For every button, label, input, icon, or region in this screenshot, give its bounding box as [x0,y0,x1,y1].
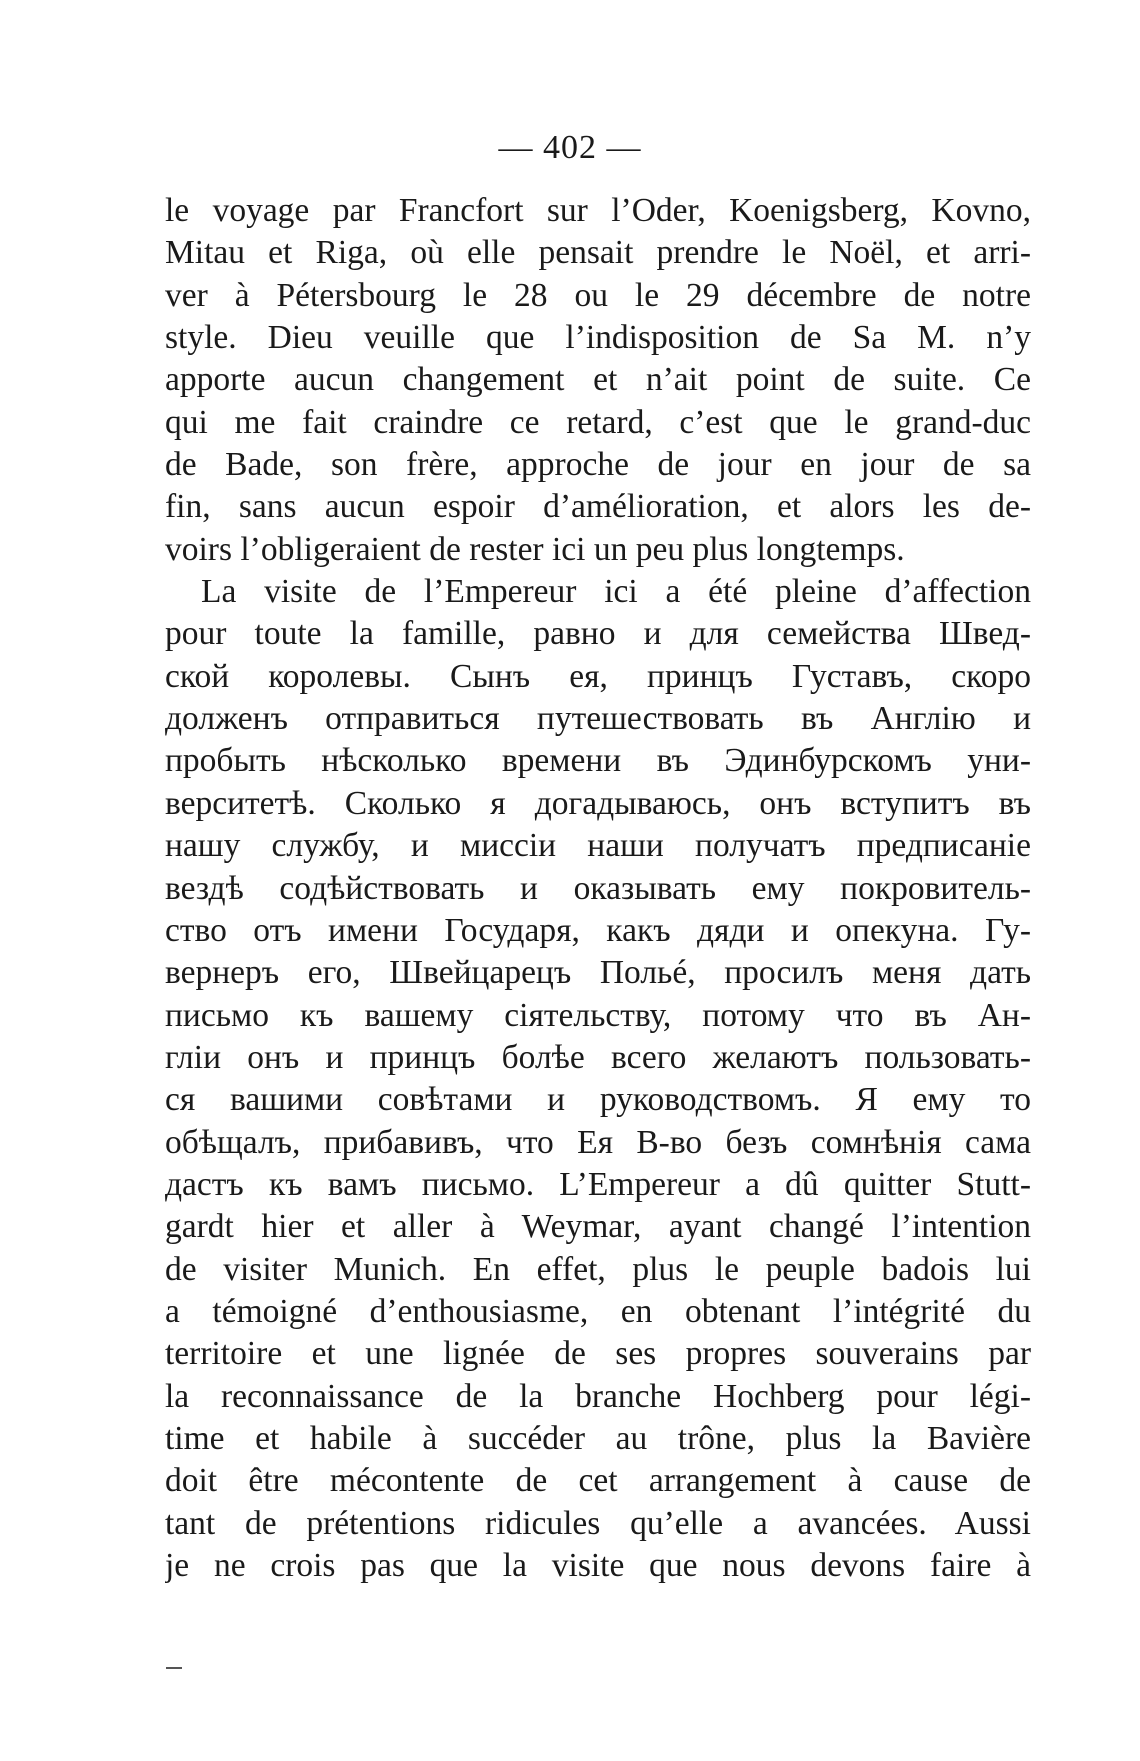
text-line: нашу службу, и миссіи наши получатъ предписаніе [165,827,1031,865]
text-line: дастъ къ вамъ письмо. L’Empereur a dû quitter Stutt- [165,1165,1031,1203]
text-line: gardt hier et aller à Weymar, ayant changé l’intention [165,1208,1031,1246]
paragraph-start-line: La visite de l’Empereur ici a été pleine d’affection [201,573,1031,611]
text-line: la reconnaissance de la branche Hochberg pour légi- [165,1377,1031,1415]
body-text [165,190,1031,1587]
text-line: ской королевы. Сынъ ея, принцъ Густавъ, скоро [165,657,1031,695]
text-line: гліи онъ и принцъ болѣе всего желаютъ пользовать- [165,1038,1031,1076]
text-line: Mitau et Riga, où elle pensait prendre le Noël, et arri- [165,234,1031,272]
text-line: time et habile à succéder au trône, plus la Bavière [165,1419,1031,1457]
text-line: вернеръ его, Швейцарецъ Польé, просилъ меня дать [165,954,1031,992]
text-line: doit être mécontente de cet arrangement à cause de [165,1462,1031,1500]
text-line: ver à Pétersbourg le 28 ou le 29 décembre de notre [165,276,1031,314]
text-line: de Bade, son frère, approche de jour en jour de sa [165,446,1031,484]
text-line: вездѣ содѣйствовать и оказывать ему покровитель- [165,869,1031,907]
text-line: пробыть нѣсколько времени въ Эдинбурскомъ уни- [165,742,1031,780]
text-line: a témoigné d’enthousiasme, en obtenant l’intégrité du [165,1292,1031,1330]
footer-dash-mark [166,1667,182,1669]
paragraph-end-line: voirs l’obligeraient de rester ici un peu plus longtemps. [165,530,905,568]
text-line: apporte aucun changement et n’ait point de suite. Ce [165,361,1031,399]
text-line: ся вашими совѣтами и руководствомъ. Я ему то [165,1081,1031,1119]
text-line: qui me fait craindre ce retard, c’est que le grand-duc [165,403,1031,441]
text-line: style. Dieu veuille que l’indisposition de Sa M. n’y [165,319,1031,357]
text-line: долженъ отправиться путешествовать въ Англію и [165,700,1031,738]
text-line: de visiter Munich. En effet, plus le peuple badois lui [165,1250,1031,1288]
text-line: le voyage par Francfort sur l’Oder, Koenigsberg, Kovno, [165,192,1031,229]
text-line: je ne crois pas que la visite que nous devons faire à [165,1547,1031,1584]
text-line: territoire et une lignée de ses propres souverains par [165,1335,1031,1373]
text-line: верситетѣ. Сколько я догадываюсь, онъ вступитъ въ [165,784,1031,822]
text-line: pour toute la famille, равно и для семейства Швед- [165,615,1031,653]
text-line: обѣщалъ, прибавивъ, что Ея В-во безъ сомнѣнія сама [165,1123,1031,1161]
page-number: — 402 — [498,129,642,166]
text-line: tant de prétentions ridicules qu’elle a avancées. Aussi [165,1504,1031,1542]
text-line: fin, sans aucun espoir d’amélioration, et alors les de- [165,488,1031,526]
text-line: ство отъ имени Государя, какъ дяди и опекуна. Гу- [165,911,1031,949]
text-line: письмо къ вашему сіятельству, потому что въ Ан- [165,996,1031,1034]
